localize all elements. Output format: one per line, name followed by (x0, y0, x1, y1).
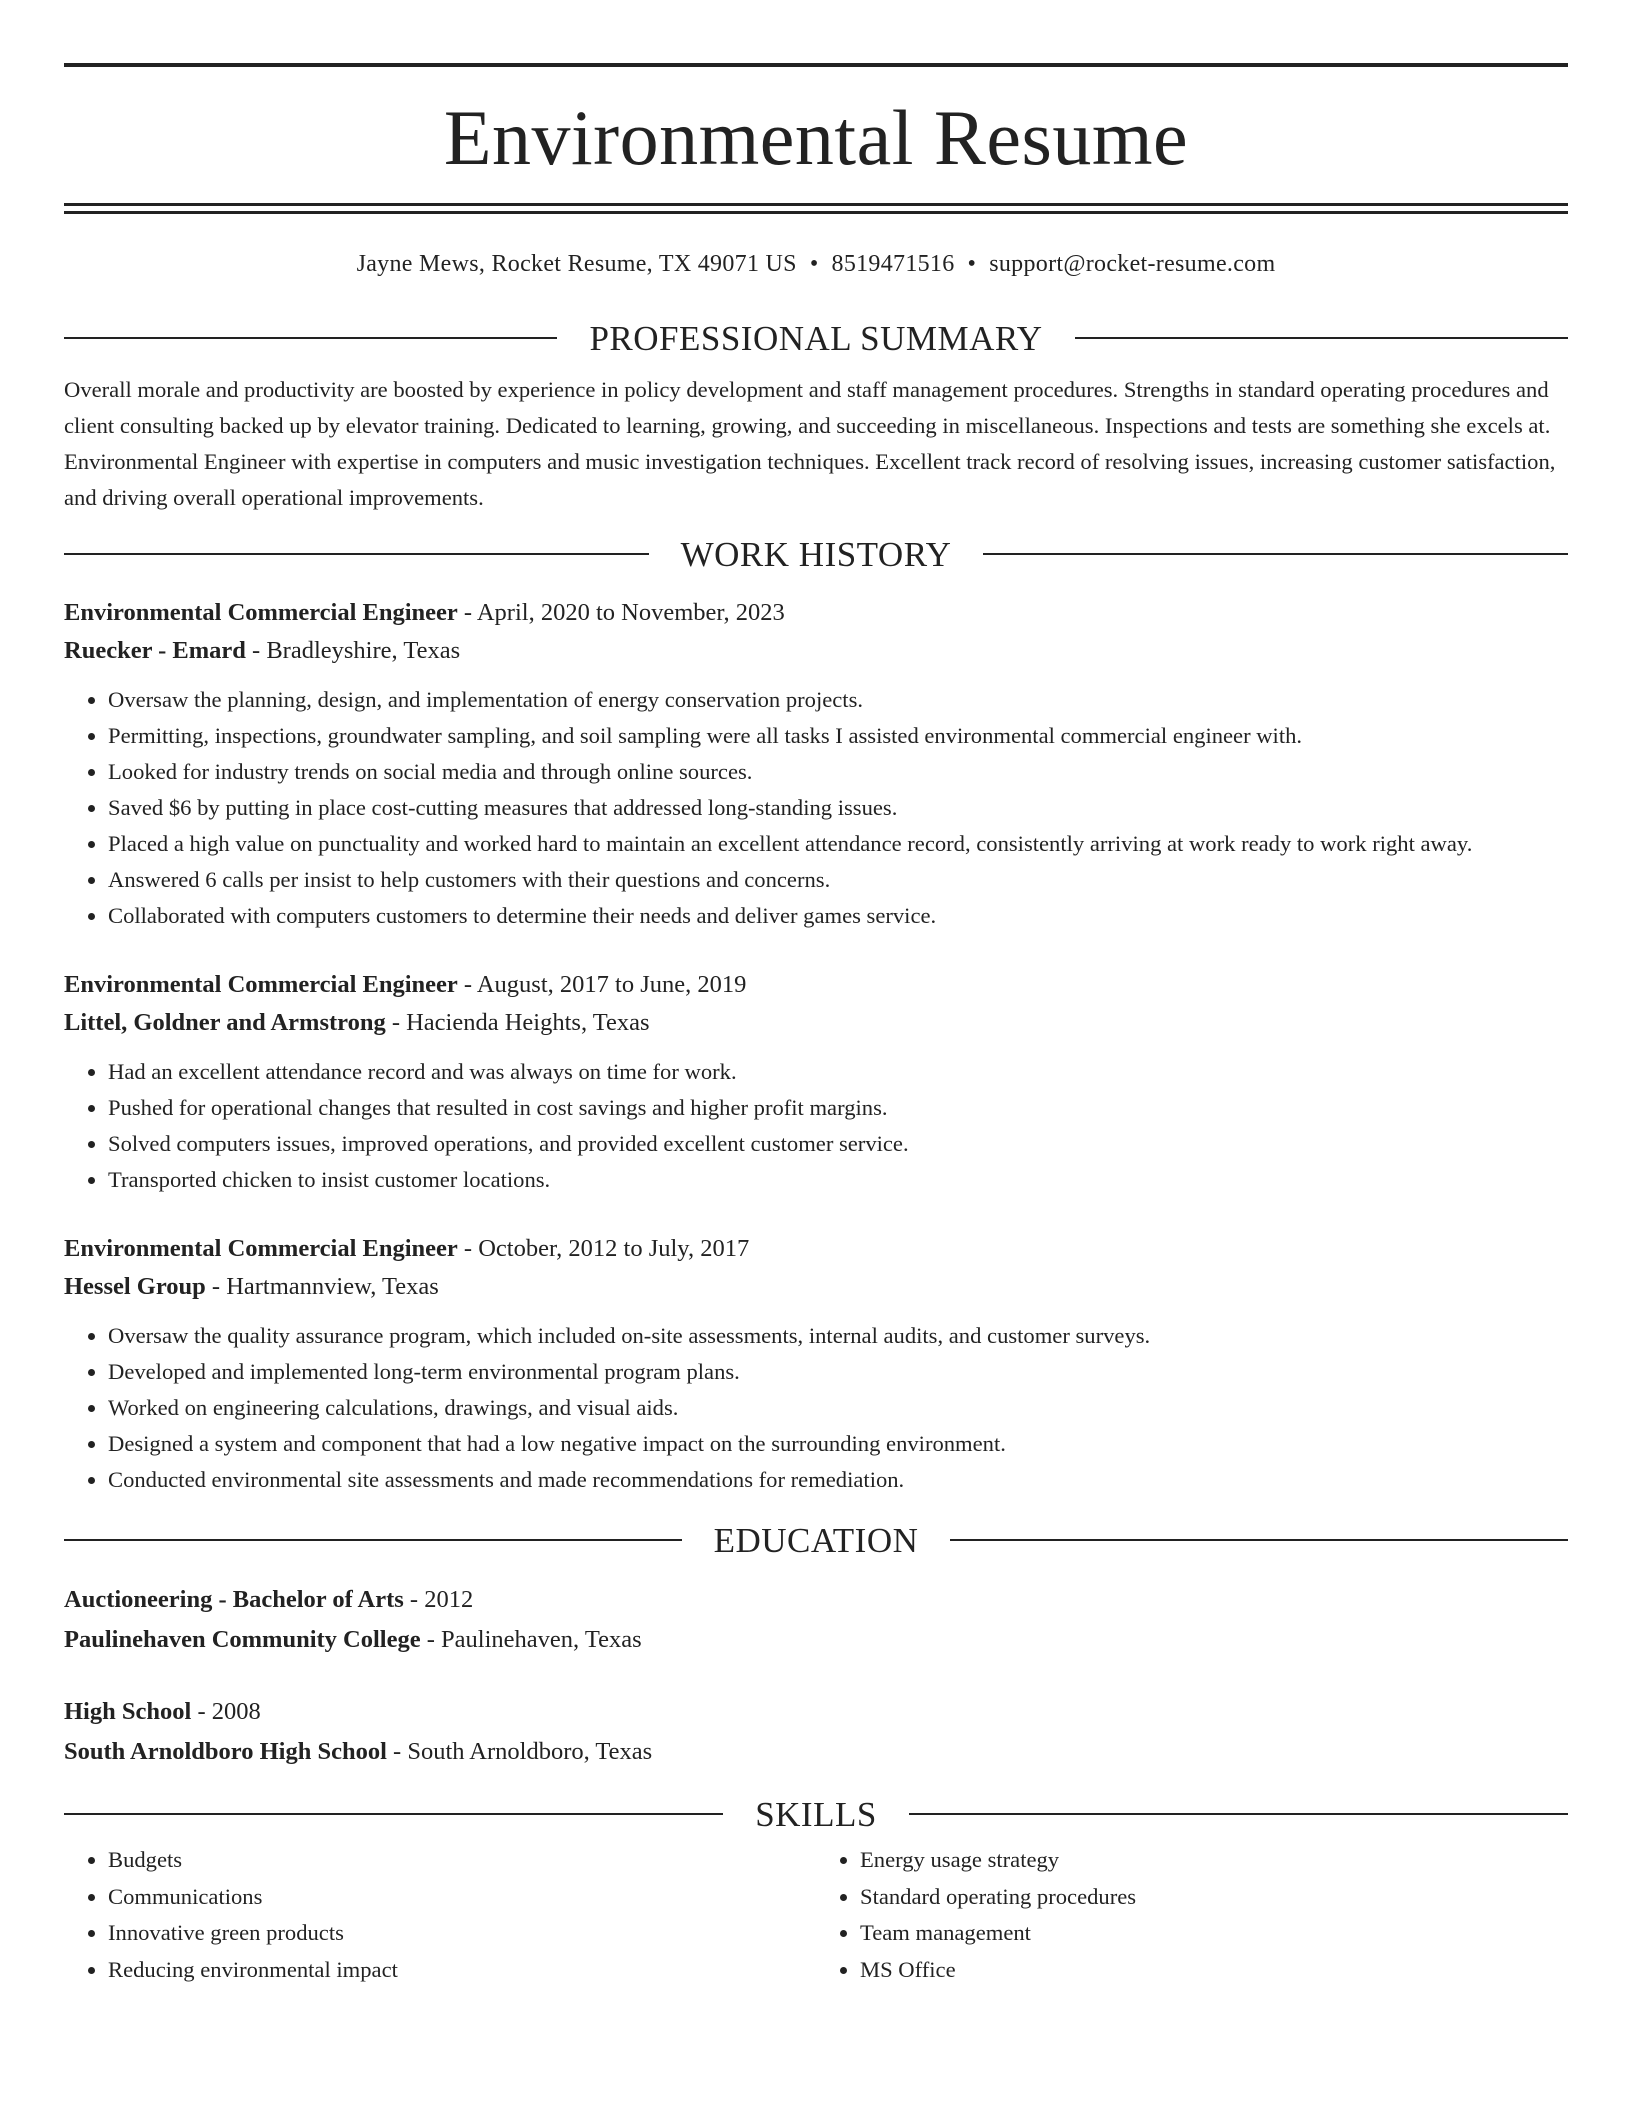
list-item: • Budgets (108, 1842, 816, 1879)
job-bullets (64, 1054, 1568, 1198)
section-heading-label: PROFESSIONAL SUMMARY (589, 318, 1043, 358)
job-entry (64, 594, 1568, 934)
education-year: - 2008 (191, 1698, 261, 1725)
contact-phone: 8519471516 (831, 251, 955, 277)
list-item: • Worked on engineering calculations, drawings, and visual aids. (108, 1390, 1568, 1426)
list-item: • Collaborated with computers customers to determine their needs and deliver games service. (108, 898, 1568, 934)
education-school: Paulinehaven Community College (64, 1626, 421, 1653)
education-entry (64, 1692, 1568, 1772)
heading-rule-right (1075, 337, 1568, 339)
list-item: • Placed a high value on punctuality and worked hard to maintain an excellent attendance record, consistently arriving at work ready to work right away. (108, 826, 1568, 862)
job-company-line (64, 1268, 1568, 1306)
education-school-line (64, 1732, 1568, 1772)
job-title: Environmental Commercial Engineer (64, 971, 458, 998)
list-item: • Communications (108, 1879, 816, 1916)
section-heading-work-history (64, 534, 1568, 574)
job-title: Environmental Commercial Engineer (64, 1235, 458, 1262)
education-degree-line (64, 1580, 1568, 1620)
job-entry (64, 966, 1568, 1198)
contact-email: support@rocket-resume.com (989, 251, 1276, 277)
list-item: • Pushed for operational changes that resulted in cost savings and higher profit margins. (108, 1090, 1568, 1126)
contact-address: Jayne Mews, Rocket Resume, TX 49071 US (356, 251, 797, 277)
job-title-line (64, 966, 1568, 1004)
list-item: • Looked for industry trends on social media and through online sources. (108, 754, 1568, 790)
list-item: • Team management (860, 1915, 1568, 1952)
education-school: South Arnoldboro High School (64, 1738, 387, 1765)
job-company-line (64, 1004, 1568, 1042)
heading-rule-left (64, 337, 557, 339)
job-entry (64, 1230, 1568, 1498)
list-item: • MS Office (860, 1952, 1568, 1989)
job-location: - Hartmannview, Texas (205, 1273, 439, 1300)
list-item: • Conducted environmental site assessments and made recommendations for remediation. (108, 1462, 1568, 1498)
list-item: • Innovative green products (108, 1915, 816, 1952)
heading-rule-left (64, 1539, 682, 1541)
section-heading-summary (64, 318, 1568, 358)
top-rule (64, 63, 1568, 67)
heading-rule-right (950, 1539, 1568, 1541)
list-item: • Permitting, inspections, groundwater sampling, and soil sampling were all tasks I assisted environmental commercial engineer with. (108, 718, 1568, 754)
list-item: • Had an excellent attendance record and was always on time for work. (108, 1054, 1568, 1090)
education-location: - Paulinehaven, Texas (420, 1626, 642, 1653)
education-school-line (64, 1620, 1568, 1660)
title-double-rule (64, 203, 1568, 214)
list-item: • Oversaw the quality assurance program, which included on-site assessments, internal audits, and customer surveys. (108, 1318, 1568, 1354)
job-dates: - October, 2012 to July, 2017 (457, 1235, 750, 1262)
contact-line (64, 252, 1568, 276)
list-item: • Reducing environmental impact (108, 1952, 816, 1989)
section-heading-label: WORK HISTORY (680, 534, 952, 574)
job-company-line (64, 632, 1568, 670)
job-title-line (64, 1230, 1568, 1268)
education-degree: Auctioneering - Bachelor of Arts (64, 1586, 404, 1613)
list-item: • Oversaw the planning, design, and implementation of energy conservation projects. (108, 682, 1568, 718)
education-degree-line (64, 1692, 1568, 1732)
job-company: Ruecker - Emard (64, 637, 246, 664)
job-bullets (64, 682, 1568, 934)
work-history-list (64, 594, 1568, 1498)
job-dates: - August, 2017 to June, 2019 (457, 971, 747, 998)
job-location: - Hacienda Heights, Texas (385, 1009, 650, 1036)
job-title-line (64, 594, 1568, 632)
section-heading-label: EDUCATION (713, 1520, 919, 1560)
contact-separator: • (967, 251, 977, 277)
job-company: Hessel Group (64, 1273, 206, 1300)
list-item: • Transported chicken to insist customer locations. (108, 1162, 1568, 1198)
education-location: - South Arnoldboro, Texas (386, 1738, 653, 1765)
list-item: • Standard operating procedures (860, 1879, 1568, 1916)
summary-text: Overall morale and productivity are boosted by experience in policy development and staff management procedures. Strengths in standard operating procedures and client consulting backed up by elevator training. Dedicated to learning, growing, and succeeding in miscellaneous. Inspections and tests are something she excels at. Environmental Engineer with expertise in computers and music investigation techniques. Excellent track record of resolving issues, increasing customer satisfaction, and driving overall operational improvements. (64, 377, 1556, 510)
list-item: • Designed a system and component that had a low negative impact on the surrounding environment. (108, 1426, 1568, 1462)
resume-title: Environmental Resume (443, 94, 1189, 181)
job-location: - Bradleyshire, Texas (245, 637, 461, 664)
contact-separator: • (809, 251, 819, 277)
list-item: • Energy usage strategy (860, 1842, 1568, 1879)
skills-column-left (64, 1842, 816, 1988)
job-title: Environmental Commercial Engineer (64, 599, 458, 626)
job-bullets (64, 1318, 1568, 1498)
skills-list (64, 1842, 1568, 1988)
list-item: • Developed and implemented long-term environmental program plans. (108, 1354, 1568, 1390)
list-item: • Saved $6 by putting in place cost-cutting measures that addressed long-standing issues. (108, 790, 1568, 826)
list-item: • Answered 6 calls per insist to help customers with their questions and concerns. (108, 862, 1568, 898)
heading-rule-right (983, 553, 1568, 555)
section-heading-education (64, 1520, 1568, 1560)
heading-rule-left (64, 553, 649, 555)
job-company: Littel, Goldner and Armstrong (64, 1009, 386, 1036)
section-heading-label: SKILLS (755, 1794, 877, 1834)
education-entry (64, 1580, 1568, 1660)
job-dates: - April, 2020 to November, 2023 (457, 599, 785, 626)
section-heading-skills (64, 1794, 1568, 1834)
heading-rule-left (64, 1813, 723, 1815)
list-item: • Solved computers issues, improved operations, and provided excellent customer service. (108, 1126, 1568, 1162)
education-year: - 2012 (403, 1586, 474, 1613)
skills-column-right (816, 1842, 1568, 1988)
education-degree: High School (64, 1698, 192, 1725)
heading-rule-right (909, 1813, 1568, 1815)
